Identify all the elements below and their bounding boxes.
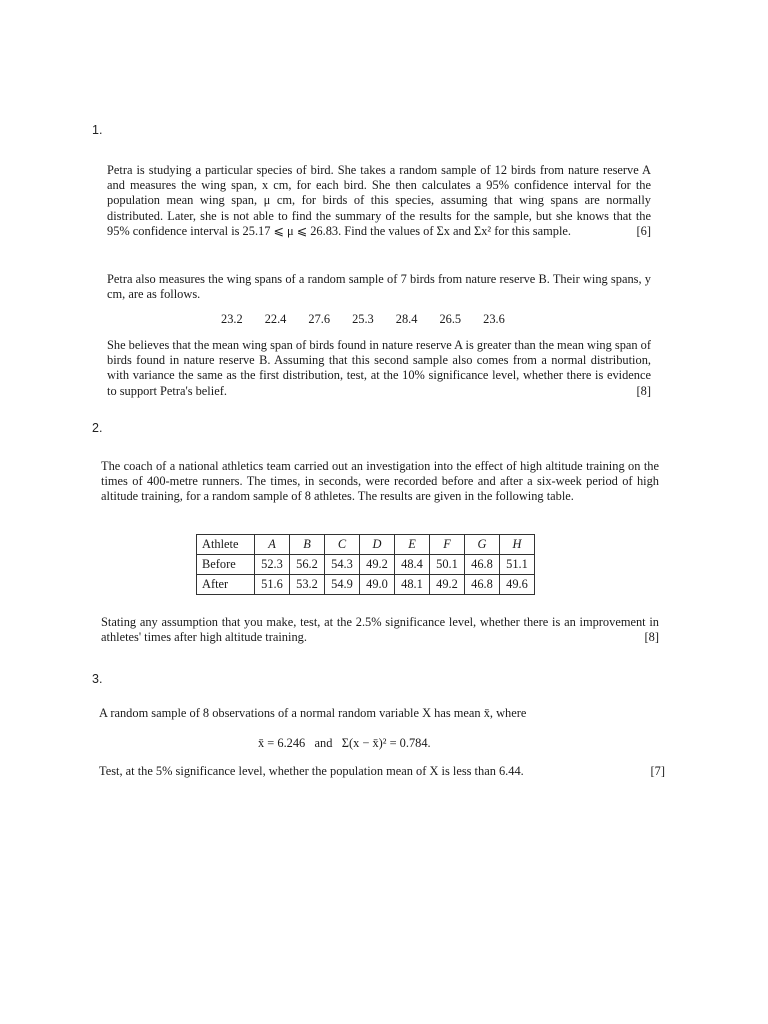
question-3-formula: x̄ = 6.246 and Σ(x − x̄)² = 0.784. [258,736,431,750]
wing-span-value: 23.6 [483,312,505,326]
table-cell: 49.2 [430,575,465,595]
table-cell: 49.6 [500,575,535,595]
table-cell: 48.1 [395,575,430,595]
question-1-part-3 [107,338,651,399]
question-1-number: 1. [92,123,103,137]
wing-span-data [221,312,527,327]
question-1-part-1-marks: [6] [636,223,651,238]
table-cell: 54.9 [325,575,360,595]
table-cell: 49.0 [360,575,395,595]
wing-span-value: 25.3 [352,312,374,326]
question-1-part-3-marks: [8] [636,383,651,398]
table-header-label: Athlete [197,535,255,555]
athlete-column-header: D [360,535,395,555]
row-label-after: After [197,575,255,595]
wing-span-value: 28.4 [395,312,418,326]
athlete-column-header: H [500,535,535,555]
wing-span-value: 26.5 [439,312,462,326]
athlete-times-table [196,534,535,595]
question-2-marks: [8] [644,630,659,645]
table-cell: 50.1 [430,555,465,575]
athlete-column-header: B [290,535,325,555]
question-3-part-2 [99,764,665,779]
question-1-sample-intro: Petra also measures the wing spans of a random sample of 7 birds from nature reserve B. Their wing spans, y cm, are as follows. [107,272,651,302]
question-3-number: 3. [92,672,103,686]
table-cell: 54.3 [325,555,360,575]
question-2-part-2 [101,615,659,645]
athlete-column-header: C [325,535,360,555]
question-2-part-1 [101,459,659,505]
table-cell: 51.1 [500,555,535,575]
question-3-part-1 [99,706,659,721]
question-3-text: A random sample of 8 observations of a normal random variable X has mean x̄, where [99,706,527,720]
table-cell: 48.4 [395,555,430,575]
table-row [197,575,535,595]
athlete-column-header: G [465,535,500,555]
athlete-column-header: E [395,535,430,555]
row-label-before: Before [197,555,255,575]
question-2-text: The coach of a national athletics team carried out an investigation into the effect of high altitude training on the times of 400-metre runners. The times, in seconds, were recorded before and after a six-week period of high altitude training, for a random sample of 8 athletes. The results are given in the following table. [101,459,659,504]
table-cell: 51.6 [255,575,290,595]
table-cell: 46.8 [465,555,500,575]
table-cell: 46.8 [465,575,500,595]
table-cell: 49.2 [360,555,395,575]
question-2-test-text: Stating any assumption that you make, test, at the 2.5% significance level, whether there is an improvement in athletes' times after high altitude training. [101,615,659,645]
wing-span-value: 27.6 [308,312,331,326]
question-1-text: Petra is studying a particular species of bird. She takes a random sample of 12 birds from nature reserve A and measures the wing span, x cm, for each bird. She then calculates a 95% confidence interval for the population mean wing span, μ cm, for birds of this species, assuming that wing spans are normally distributed. Later, she is not able to find the summary of the results for the sample, but she knows that the 95% confidence interval is 25.17 ⩽ μ ⩽ 26.83. Find the values of Σx and Σx² for this sample. [107,163,651,238]
table-row [197,535,535,555]
question-1-part-1 [107,163,651,239]
question-1-hypothesis-text: She believes that the mean wing span of birds found in nature reserve A is greater than the mean wing span of birds found in nature reserve B. Assuming that this second sample also comes from a normal distribution, with variance the same as the first distribution, test, at the 10% significance level, whether there is evidence to support Petra's belief. [107,338,652,398]
wing-span-value: 23.2 [221,312,243,326]
athlete-column-header: F [430,535,465,555]
athlete-column-header: A [255,535,290,555]
question-2-number: 2. [92,421,103,435]
question-3-marks: [7] [650,764,665,778]
table-cell: 53.2 [290,575,325,595]
question-1-part-2 [107,272,651,302]
question-3-test-text: Test, at the 5% significance level, whether the population mean of X is less than 6.44. [99,764,524,778]
table-cell: 52.3 [255,555,290,575]
wing-span-value: 22.4 [264,312,287,326]
table-cell: 56.2 [290,555,325,575]
table-row [197,555,535,575]
